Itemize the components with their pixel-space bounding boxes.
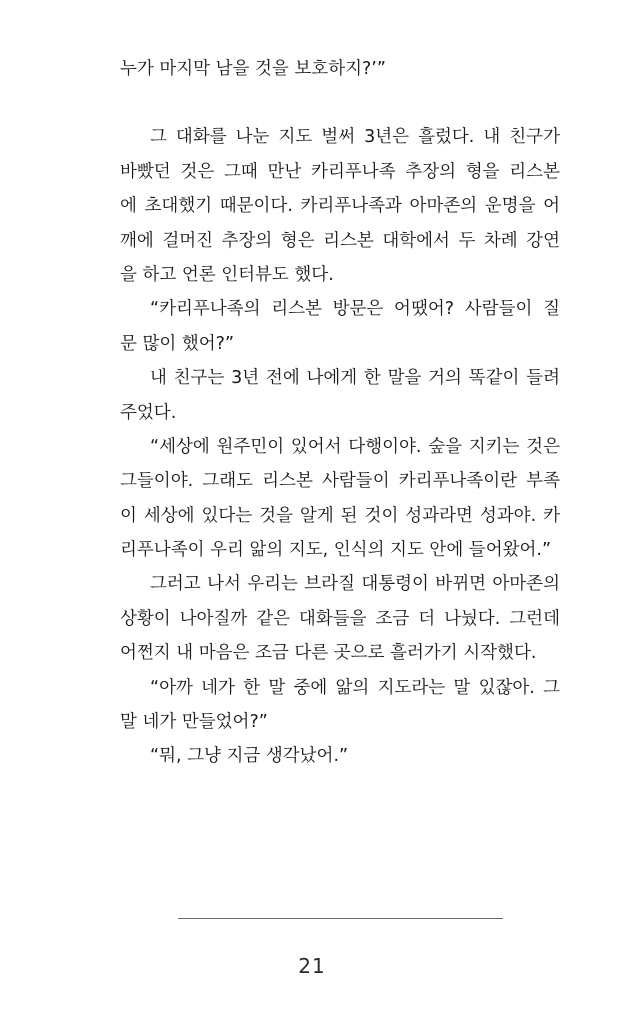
text-line: 누가 마지막 남을 것을 보호하지?’” <box>120 59 386 79</box>
text-line: “뭐, 그냥 지금 생각났어.” <box>150 746 349 767</box>
text-line: 문 많이 했어?” <box>120 333 235 354</box>
text-line: 그 대화를 나눈 지도 벌써 3년은 흘렀다. 내 친구가 <box>150 127 560 148</box>
body-text <box>120 52 560 774</box>
text-line: “카리푸나족의 리스본 방문은 어땠어? 사람들이 질 <box>150 299 560 320</box>
text-line: 그들이야. 그래도 리스본 사람들이 카리푸나족이란 부족 <box>120 471 560 492</box>
text-line: 바빴던 것은 그때 만난 카리푸나족 추장의 형을 리스본 <box>120 161 560 182</box>
text-line: “아까 네가 한 말 중에 앎의 지도라는 말 있잖아. 그 <box>150 677 560 698</box>
text-line: 을 하고 언론 인터뷰도 했다. <box>120 264 334 285</box>
text-line: 어쩐지 내 마음은 조금 다른 곳으로 흘러가기 시작했다. <box>120 643 537 664</box>
footer-divider <box>178 918 503 919</box>
text-line: 이 세상에 있다는 것을 알게 된 것이 성과라면 성과야. 카 <box>120 505 560 526</box>
text-line: “세상에 원주민이 있어서 다행이야. 숲을 지키는 것은 <box>150 436 560 457</box>
text-line: 말 네가 만들었어?” <box>120 712 268 733</box>
text-line: 상황이 나아질까 같은 대화들을 조금 더 나눴다. 그런데 <box>120 608 560 629</box>
text-line: 깨에 걸머진 추장의 형은 리스본 대학에서 두 차례 강연 <box>120 230 560 251</box>
text-line: 내 친구는 3년 전에 나에게 한 말을 거의 똑같이 들려 <box>150 368 560 389</box>
text-line: 주었다. <box>120 402 177 423</box>
page-number: 21 <box>298 954 326 978</box>
text-line: 에 초대했기 때문이다. 카리푸나족과 아마존의 운명을 어 <box>120 196 560 217</box>
text-line: 리푸나족이 우리 앎의 지도, 인식의 지도 안에 들어왔어.” <box>120 540 552 561</box>
text-line: 그러고 나서 우리는 브라질 대통령이 바뀌면 아마존의 <box>150 574 560 595</box>
